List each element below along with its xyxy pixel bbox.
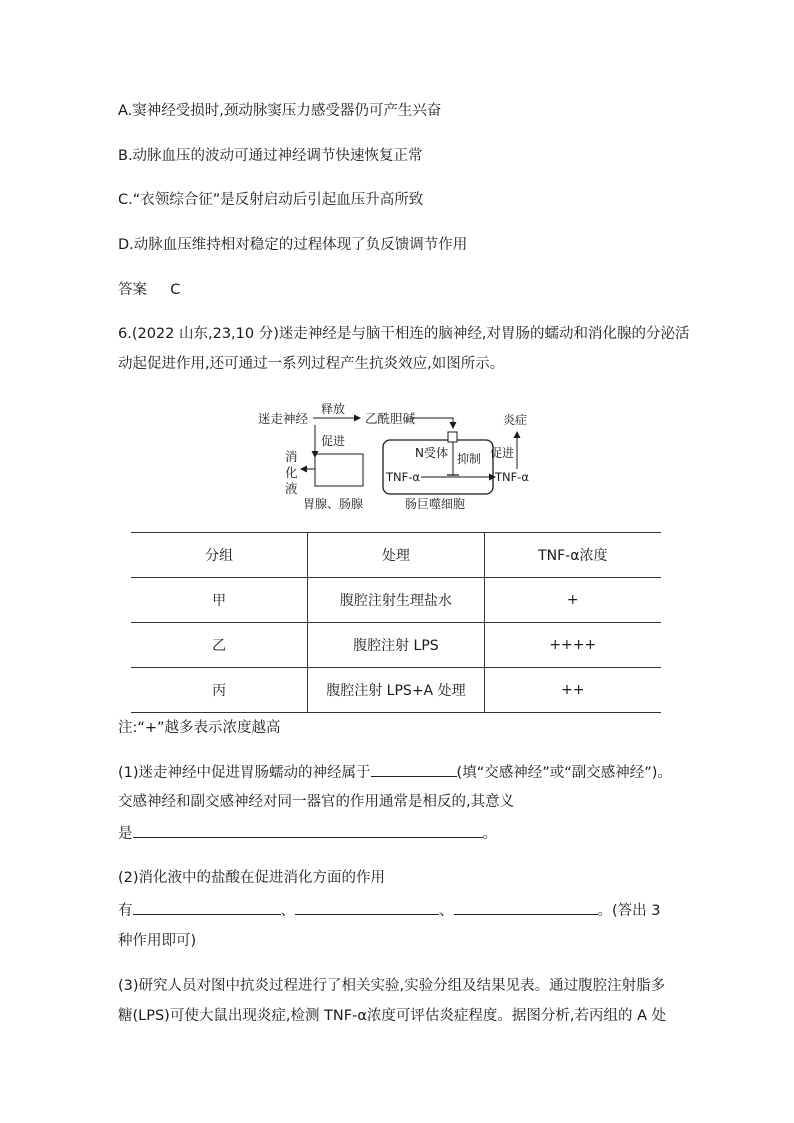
inhibit-label: 抑制	[457, 452, 482, 466]
results-table	[131, 532, 661, 713]
digestive-juice-char-1: 消	[285, 449, 298, 464]
row2-treatment: 腹腔注射 LPS	[308, 623, 484, 668]
q1-blank-1[interactable]	[371, 762, 457, 777]
promote-label-1: 促进	[321, 434, 346, 448]
q1-part2: (填“交感神经”或“副交感神经”)。	[456, 765, 672, 781]
release-label: 释放	[321, 402, 346, 416]
q2-line3: 种作用即可)	[118, 933, 197, 949]
vagus-label: 迷走神经	[258, 411, 309, 426]
tnf-outside-label: TNF-α	[495, 470, 529, 484]
glands-label: 胃腺、肠腺	[303, 497, 364, 511]
table-row	[131, 623, 661, 668]
option-c: C.“衣领综合征”是反射启动后引起血压升高所致	[118, 192, 424, 208]
q2-sep1: 、	[280, 903, 295, 919]
row3-tnf: ++	[484, 668, 661, 713]
q1-line1	[118, 762, 672, 783]
n-receptor-label: N受体	[415, 446, 448, 460]
row1-treatment: 腹腔注射生理盐水	[308, 578, 484, 623]
q3-line2: 糖(LPS)可使大鼠出现炎症,检测 TNF-α浓度可评估炎症程度。据图分析,若丙组的 A 处	[118, 1008, 667, 1024]
q3-line1: (3)研究人员对图中抗炎过程进行了相关实验,实验分组及结果见表。通过腹腔注射脂多	[118, 978, 666, 994]
option-d: D.动脉血压维持相对稳定的过程体现了负反馈调节作用	[118, 237, 468, 253]
header-tnf: TNF-α浓度	[484, 533, 661, 578]
q2-line1: (2)消化液中的盐酸在促进消化方面的作用	[118, 870, 386, 886]
row2-group: 乙	[131, 623, 308, 668]
q1-part1: (1)迷走神经中促进胃肠蠕动的神经属于	[118, 765, 371, 781]
table-row	[131, 668, 661, 713]
q1-line3b: 。	[482, 826, 497, 842]
header-treatment: 处理	[308, 533, 484, 578]
answer-value: C	[170, 282, 181, 298]
q2-sep2: 、	[439, 903, 454, 919]
n-receptor-shape	[448, 432, 457, 442]
q2-blank-2[interactable]	[295, 900, 439, 915]
option-b: B.动脉血压的波动可通过神经调节快速恢复正常	[118, 148, 423, 164]
question6-line1: 6.(2022 山东,23,10 分)迷走神经是与脑干相连的脑神经,对胃肠的蠕动和消化腺的分泌活	[118, 326, 690, 342]
option-a: A.窦神经受损时,颈动脉窦压力感受器仍可产生兴奋	[118, 103, 442, 119]
digestive-juice-char-3: 液	[285, 481, 298, 496]
tnf-inside-label: TNF-α	[386, 470, 420, 484]
q1-line3a: 是	[118, 826, 133, 842]
answer-line	[118, 280, 180, 300]
q2-line2b: 。(答出 3	[597, 903, 661, 919]
q2-blank-1[interactable]	[133, 900, 281, 915]
inflammation-label: 炎症	[503, 413, 528, 427]
q2-blank-3[interactable]	[454, 900, 598, 915]
ach-label: 乙酰胆碱	[365, 411, 416, 426]
row2-tnf: ++++	[484, 623, 661, 668]
promote-label-2: 促进	[490, 446, 515, 460]
table-note: 注:“+”越多表示浓度越高	[118, 720, 281, 736]
diagram	[255, 395, 550, 520]
table-header-row	[131, 533, 661, 578]
macrophage-label: 肠巨噬细胞	[405, 497, 466, 511]
row3-group: 丙	[131, 668, 308, 713]
row1-tnf: +	[484, 578, 661, 623]
q1-blank-2[interactable]	[133, 823, 483, 838]
gland-box	[315, 454, 363, 486]
row1-group: 甲	[131, 578, 308, 623]
q2-line2	[118, 900, 661, 921]
digestive-juice-char-2: 化	[285, 465, 298, 480]
header-group: 分组	[131, 533, 308, 578]
question6-line2: 动起促进作用,还可通过一系列过程产生抗炎效应,如图所示。	[118, 356, 505, 372]
answer-label: 答案	[118, 282, 147, 298]
q1-line2: 交感神经和副交感神经对同一器官的作用通常是相反的,其意义	[118, 794, 515, 810]
table-row	[131, 578, 661, 623]
q2-line2a: 有	[118, 903, 133, 919]
q1-line3	[118, 823, 497, 844]
row3-treatment: 腹腔注射 LPS+A 处理	[308, 668, 484, 713]
ach-arrow	[410, 418, 453, 428]
